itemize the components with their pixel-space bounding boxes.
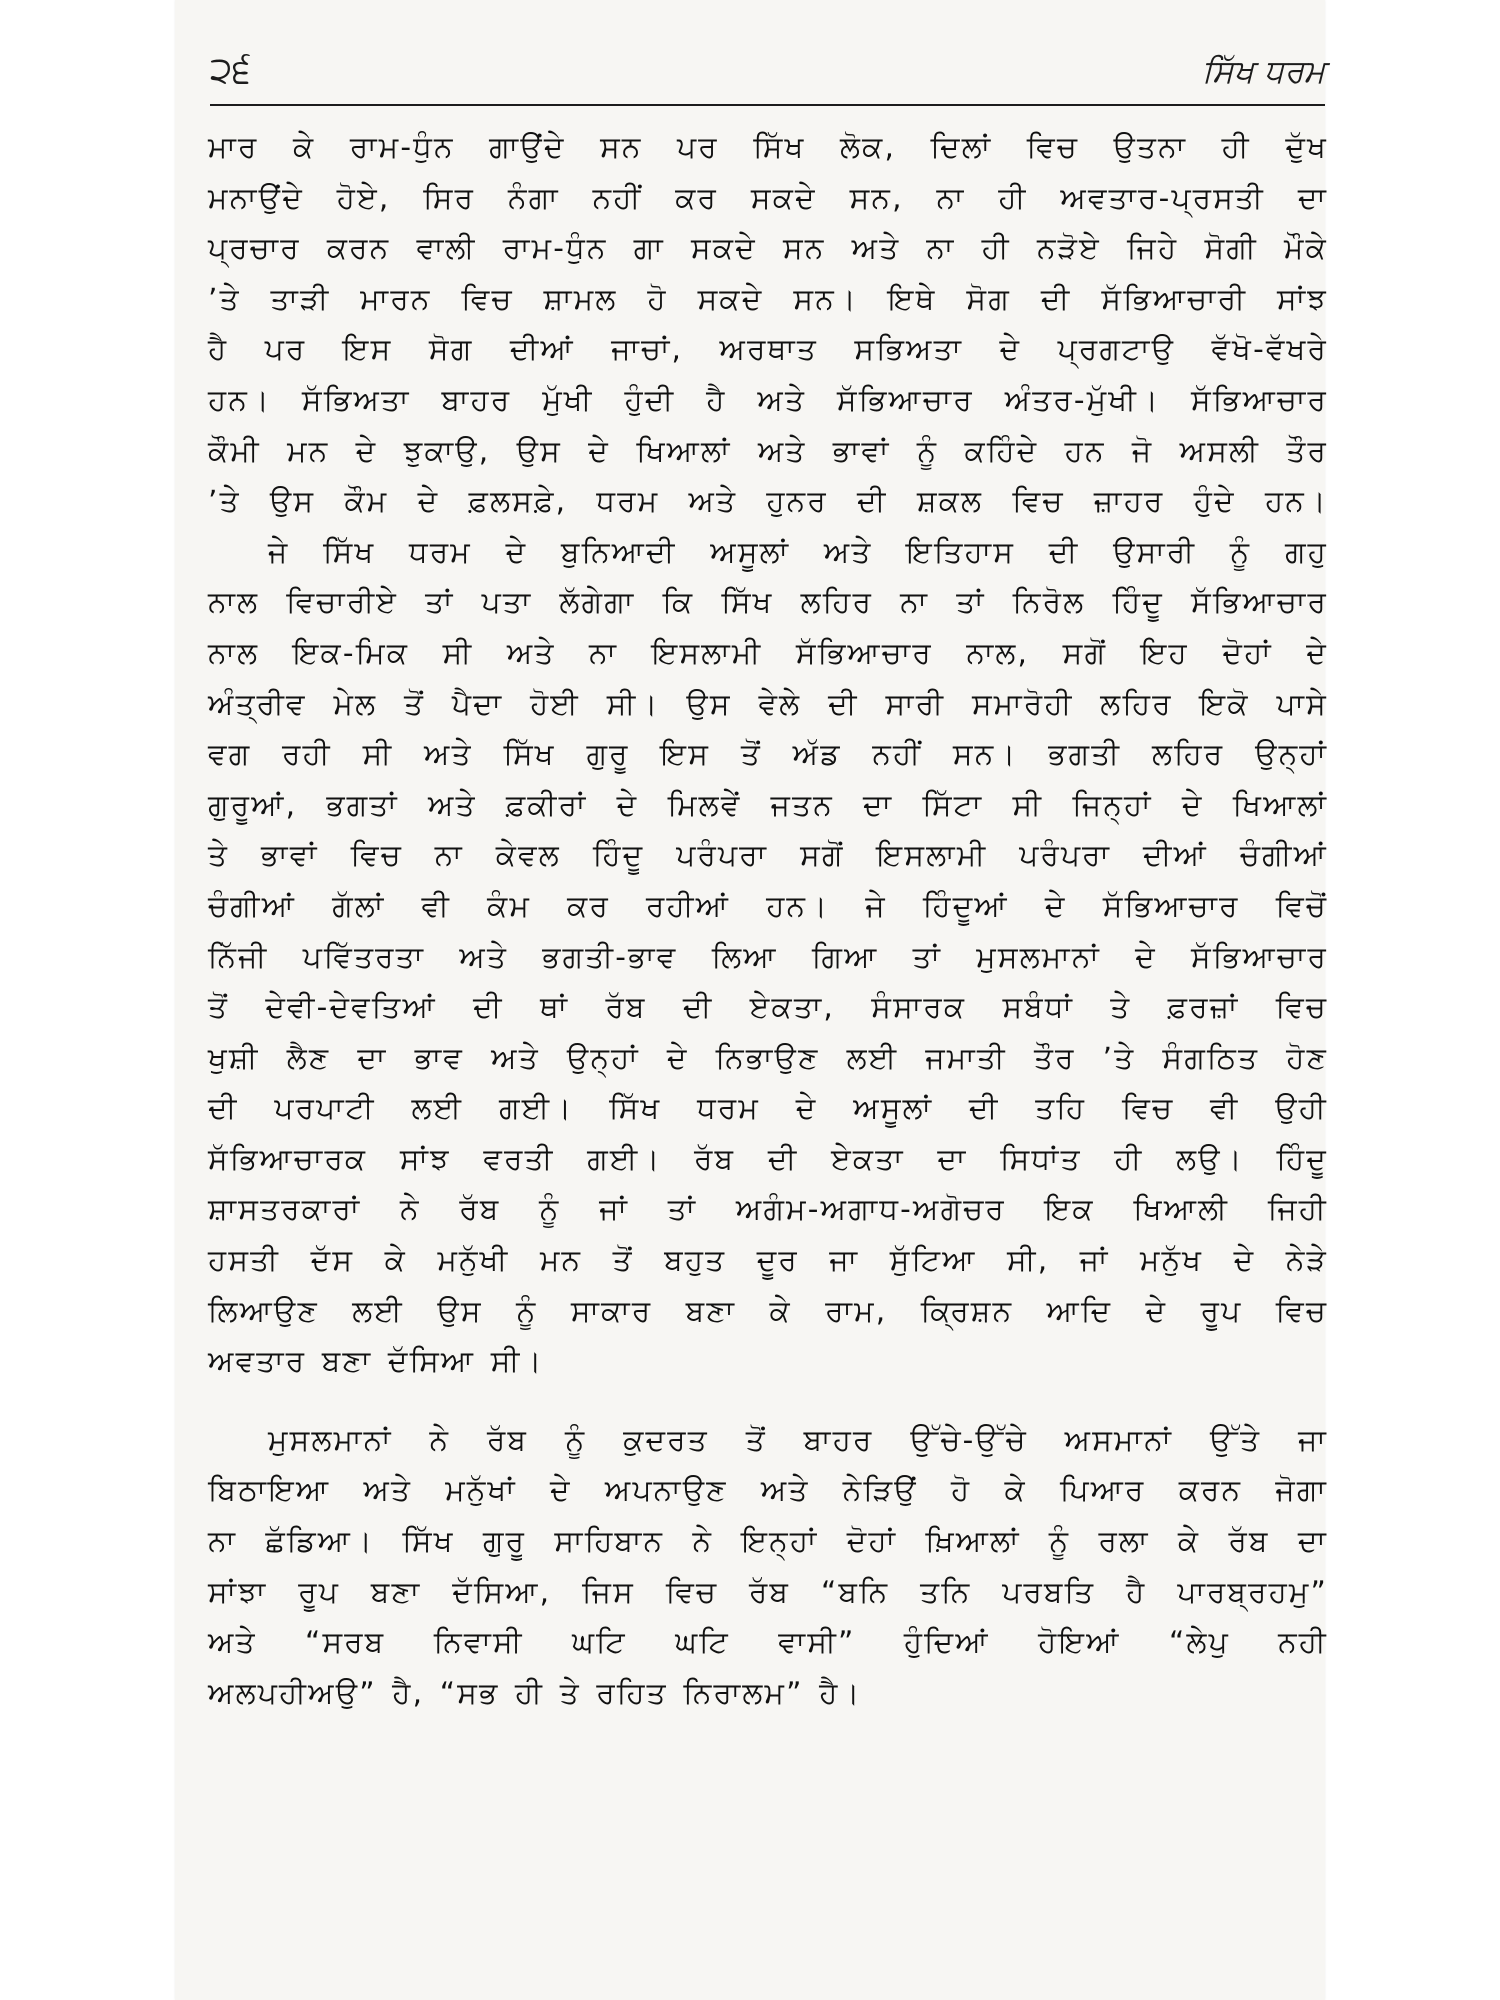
text-line: ਮਾਰ ਕੇ ਰਾਮ-ਧੁੰਨ ਗਾਉਂਦੇ ਸਨ ਪਰ ਸਿੱਖ ਲੋਕ, ਦਿਲਾਂ ਵਿਚ ਉਤਨਾ ਹੀ ਦੁੱਖ xyxy=(208,130,1328,164)
text-line: ’ਤੇ ਉਸ ਕੌਮ ਦੇ ਫ਼ਲਸਫ਼ੇ, ਧਰਮ ਅਤੇ ਹੁਨਰ ਦੀ ਸ਼ਕਲ ਵਿਚ ਜ਼ਾਹਰ ਹੁੰਦੇ ਹਨ। xyxy=(208,484,1328,519)
text-line: ਮੁਸਲਮਾਨਾਂ ਨੇ ਰੱਬ ਨੂੰ ਕੁਦਰਤ ਤੋਂ ਬਾਹਰ ਉੱਚੇ-ਉੱਚੇ ਅਸਮਾਨਾਂ ਉੱਤੇ ਜਾ xyxy=(268,1422,1328,1457)
text-line: ਨਾਲ ਇਕ-ਮਿਕ ਸੀ ਅਤੇ ਨਾ ਇਸਲਾਮੀ ਸੱਭਿਆਚਾਰ ਨਾਲ, ਸਗੋਂ ਇਹ ਦੋਹਾਂ ਦੇ xyxy=(208,635,1328,670)
text-line: ਨਾਲ ਵਿਚਾਰੀਏ ਤਾਂ ਪਤਾ ਲੱਗੇਗਾ ਕਿ ਸਿੱਖ ਲਹਿਰ ਨਾ ਤਾਂ ਨਿਰੋਲ ਹਿੰਦੂ ਸੱਭਿਆਚਾਰ xyxy=(208,585,1328,620)
text-line: ਹਨ। ਸੱਭਿਅਤਾ ਬਾਹਰ ਮੁੱਖੀ ਹੁੰਦੀ ਹੈ ਅਤੇ ਸੱਭਿਆਚਾਰ ਅੰਤਰ-ਮੁੱਖੀ। ਸੱਭਿਆਚਾਰ xyxy=(208,382,1328,417)
paragraph-gap xyxy=(208,1387,1328,1415)
text-line: ਕੌਮੀ ਮਨ ਦੇ ਝੁਕਾਉ, ਉਸ ਦੇ ਖਿਆਲਾਂ ਅਤੇ ਭਾਵਾਂ ਨੂੰ ਕਹਿੰਦੇ ਹਨ ਜੋ ਅਸਲੀ ਤੌਰ xyxy=(208,433,1328,468)
text-line: ਗੁਰੂਆਂ, ਭਗਤਾਂ ਅਤੇ ਫ਼ਕੀਰਾਂ ਦੇ ਮਿਲਵੇਂ ਜਤਨ ਦਾ ਸਿੱਟਾ ਸੀ ਜਿਨ੍ਹਾਂ ਦੇ ਖਿਆਲਾਂ xyxy=(208,787,1328,822)
text-line: ਨਾ ਛੱਡਿਆ। ਸਿੱਖ ਗੁਰੂ ਸਾਹਿਬਾਨ ਨੇ ਇਨ੍ਹਾਂ ਦੋਹਾਂ ਖ਼ਿਆਲਾਂ ਨੂੰ ਰਲਾ ਕੇ ਰੱਬ ਦਾ xyxy=(208,1524,1328,1559)
text-line: ਮਨਾਉਂਦੇ ਹੋਏ, ਸਿਰ ਨੰਗਾ ਨਹੀਂ ਕਰ ਸਕਦੇ ਸਨ, ਨਾ ਹੀ ਅਵਤਾਰ-ਪ੍ਰਸਤੀ ਦਾ xyxy=(208,180,1328,215)
text-line: ਵਗ ਰਹੀ ਸੀ ਅਤੇ ਸਿੱਖ ਗੁਰੂ ਇਸ ਤੋਂ ਅੱਡ ਨਹੀਂ ਸਨ। ਭਗਤੀ ਲਹਿਰ ਉਨ੍ਹਾਂ xyxy=(208,737,1328,772)
page-number: ੨੬ xyxy=(210,50,251,91)
text-line: ਜੇ ਸਿੱਖ ਧਰਮ ਦੇ ਬੁਨਿਆਦੀ ਅਸੂਲਾਂ ਅਤੇ ਇਤਿਹਾਸ ਦੀ ਉਸਾਰੀ ਨੂੰ ਗਹੁ xyxy=(268,534,1328,569)
text-line: ਖੁਸ਼ੀ ਲੈਣ ਦਾ ਭਾਵ ਅਤੇ ਉਨ੍ਹਾਂ ਦੇ ਨਿਭਾਉਣ ਲਈ ਜਮਾਤੀ ਤੌਰ ’ਤੇ ਸੰਗਠਿਤ ਹੋਣ xyxy=(208,1040,1328,1075)
body-text xyxy=(208,122,1328,1718)
text-line: ਦੀ ਪਰਪਾਟੀ ਲਈ ਗਈ। ਸਿੱਖ ਧਰਮ ਦੇ ਅਸੂਲਾਂ ਦੀ ਤਹਿ ਵਿਚ ਵੀ ਉਹੀ xyxy=(208,1091,1328,1126)
paragraph-1 xyxy=(208,122,1328,527)
text-line: ਅੰਤ੍ਰੀਵ ਮੇਲ ਤੋਂ ਪੈਦਾ ਹੋਈ ਸੀ। ਉਸ ਵੇਲੇ ਦੀ ਸਾਰੀ ਸਮਾਰੋਹੀ ਲਹਿਰ ਇਕੋ ਪਾਸੇ xyxy=(208,686,1328,721)
text-line: ਸਾਂਝਾ ਰੂਪ ਬਣਾ ਦੱਸਿਆ, ਜਿਸ ਵਿਚ ਰੱਬ “ਬਨਿ ਤਨਿ ਪਰਬਤਿ ਹੈ ਪਾਰਬ੍ਰਹਮੁ” xyxy=(208,1574,1328,1609)
running-title: ਸਿੱਖ ਧਰਮ xyxy=(1201,52,1325,90)
text-line: ਲਿਆਉਣ ਲਈ ਉਸ ਨੂੰ ਸਾਕਾਰ ਬਣਾ ਕੇ ਰਾਮ, ਕ੍ਰਿਸ਼ਨ ਆਦਿ ਦੇ ਰੂਪ ਵਿਚ xyxy=(208,1293,1328,1328)
text-line: ਅਲਪਹੀਅਉ” ਹੈ, “ਸਭ ਹੀ ਤੇ ਰਹਿਤ ਨਿਰਾਲਮ” ਹੈ। xyxy=(208,1675,862,1710)
text-line: ਅਵਤਾਰ ਬਣਾ ਦੱਸਿਆ ਸੀ। xyxy=(208,1344,544,1379)
text-line: ਬਿਠਾਇਆ ਅਤੇ ਮਨੁੱਖਾਂ ਦੇ ਅਪਨਾਉਣ ਅਤੇ ਨੇੜਿਉਂ ਹੋ ਕੇ ਪਿਆਰ ਕਰਨ ਜੋਗਾ xyxy=(208,1473,1328,1508)
text-line: ਹੈ ਪਰ ਇਸ ਸੋਗ ਦੀਆਂ ਜਾਚਾਂ, ਅਰਥਾਤ ਸਭਿਅਤਾ ਦੇ ਪ੍ਰਗਟਾਉ ਵੱਖੋ-ਵੱਖਰੇ xyxy=(208,332,1328,367)
text-line: ਸ਼ਾਸਤਰਕਾਰਾਂ ਨੇ ਰੱਬ ਨੂੰ ਜਾਂ ਤਾਂ ਅਗੰਮ-ਅਗਾਧ-ਅਗੋਚਰ ਇਕ ਖਿਆਲੀ ਜਿਹੀ xyxy=(208,1192,1328,1227)
text-line: ਪ੍ਰਚਾਰ ਕਰਨ ਵਾਲੀ ਰਾਮ-ਧੁੰਨ ਗਾ ਸਕਦੇ ਸਨ ਅਤੇ ਨਾ ਹੀ ਨੜੋਏ ਜਿਹੇ ਸੋਗੀ ਮੌਕੇ xyxy=(208,231,1328,266)
text-line: ਤੇ ਭਾਵਾਂ ਵਿਚ ਨਾ ਕੇਵਲ ਹਿੰਦੂ ਪਰੰਪਰਾ ਸਗੋਂ ਇਸਲਾਮੀ ਪਰੰਪਰਾ ਦੀਆਂ ਚੰਗੀਆਂ xyxy=(208,838,1328,873)
text-line: ਨਿੱਜੀ ਪਵਿੱਤਰਤਾ ਅਤੇ ਭਗਤੀ-ਭਾਵ ਲਿਆ ਗਿਆ ਤਾਂ ਮੁਸਲਮਾਨਾਂ ਦੇ ਸੱਭਿਆਚਾਰ xyxy=(208,939,1328,974)
text-line: ਸੱਭਿਆਚਾਰਕ ਸਾਂਝ ਵਰਤੀ ਗਈ। ਰੱਬ ਦੀ ਏਕਤਾ ਦਾ ਸਿਧਾਂਤ ਹੀ ਲਉ। ਹਿੰਦੂ xyxy=(208,1141,1328,1176)
paragraph-2 xyxy=(208,527,1328,1387)
text-line: ਚੰਗੀਆਂ ਗੱਲਾਂ ਵੀ ਕੰਮ ਕਰ ਰਹੀਆਂ ਹਨ। ਜੇ ਹਿੰਦੂਆਂ ਦੇ ਸੱਭਿਆਚਾਰ ਵਿਚੋਂ xyxy=(208,888,1328,923)
text-line: ਹਸਤੀ ਦੱਸ ਕੇ ਮਨੁੱਖੀ ਮਨ ਤੋਂ ਬਹੁਤ ਦੂਰ ਜਾ ਸੁੱਟਿਆ ਸੀ, ਜਾਂ ਮਨੁੱਖ ਦੇ ਨੇੜੇ xyxy=(208,1243,1328,1278)
page-header xyxy=(210,50,1325,100)
text-line: ਤੋਂ ਦੇਵੀ-ਦੇਵਤਿਆਂ ਦੀ ਥਾਂ ਰੱਬ ਦੀ ਏਕਤਾ, ਸੰਸਾਰਕ ਸਬੰਧਾਂ ਤੇ ਫ਼ਰਜ਼ਾਂ ਵਿਚ xyxy=(208,990,1328,1025)
book-page xyxy=(175,0,1328,2000)
text-line: ’ਤੇ ਤਾੜੀ ਮਾਰਨ ਵਿਚ ਸ਼ਾਮਲ ਹੋ ਸਕਦੇ ਸਨ। ਇਥੇ ਸੋਗ ਦੀ ਸੱਭਿਆਚਾਰੀ ਸਾਂਝ xyxy=(208,281,1328,316)
text-line: ਅਤੇ “ਸਰਬ ਨਿਵਾਸੀ ਘਟਿ ਘਟਿ ਵਾਸੀ” ਹੁੰਦਿਆਂ ਹੋਇਆਂ “ਲੇਪੁ ਨਹੀ xyxy=(208,1625,1328,1660)
header-rule xyxy=(210,104,1325,106)
paragraph-3 xyxy=(208,1415,1328,1719)
